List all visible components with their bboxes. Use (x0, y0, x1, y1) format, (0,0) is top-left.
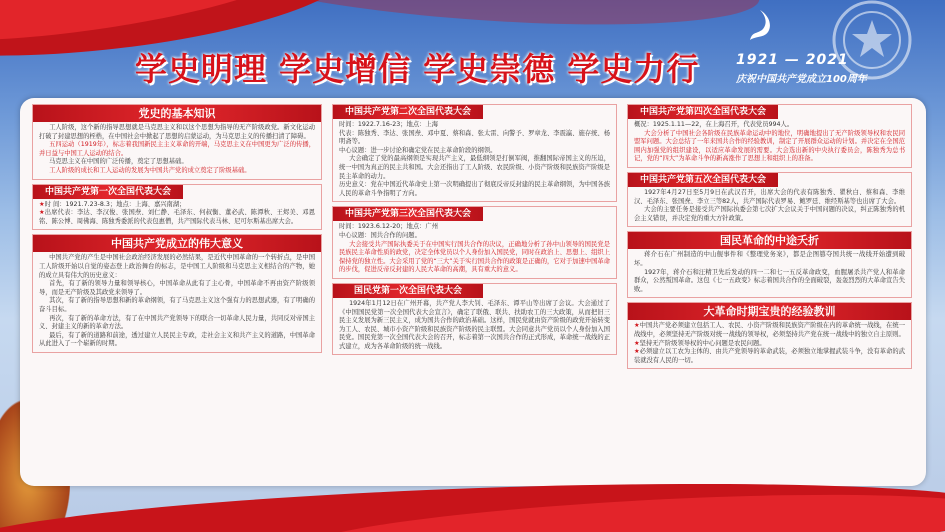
congress-topic: 中心议题：进一步讨论和确定党在民主革命阶段的纲领。 (339, 146, 497, 154)
section-body (333, 298, 616, 355)
dove-icon (746, 6, 774, 44)
paragraph: 最后，有了新的道路和前途，透过建立人民民主专政，走社会主义和共产主义的道路，中国革命从此进入了一个崭新的时期。 (39, 331, 315, 348)
paragraph: 1924年1月12日在广州开幕，共产党人李大钊、毛泽东、谭平山等出席了会议。大会通过了《中国国民党第一次全国代表大会宣言》，确定了联俄、联共、扶助农工的三大政策，从而把旧三民主义发展为新三民主义，成为国共合作的政治基础。这样，国民党就由资产阶级的政党开始转变为工人、农民、城市小资产阶级和民族资产阶级的民主联盟。大会同意共产党员以个人身份加入国民党。国民党第一次全国代表大会的召开，标志着第一次国共合作的正式形成，革命统一战线的正式建立，成为各革命阶级的统一战线。 (339, 299, 610, 350)
section-founding-significance (32, 234, 322, 353)
paragraph: 大会确定了党的最高纲领是实现共产主义，最低纲领是打倒军阀，推翻国际帝国主义的压迫，统一中国为真正的民主共和国。大会还指出了工人阶级、农民阶级、小资产阶级和民族资产阶级是民主革命的动力。 (339, 155, 610, 180)
paragraph: 概况：1925.1.11—22，在上海召开，代表党员994人。 (634, 121, 794, 128)
anniversary-years: 1921 — 2021 (736, 52, 849, 68)
paragraph: 大会的主要任务是接受共产国际执委会第七次扩大会议关于中国问题的决议，纠正陈独秀的机会主义错误，并决定党的重大方针政策。 (634, 206, 905, 222)
paragraph: 历史意义：党在中国近代革命史上第一次明确提出了彻底反帝反封建的民主革命纲领，为中国各族人民的革命斗争指明了方向。 (339, 181, 610, 197)
section-title: 党史的基本知识 (33, 105, 321, 122)
section-body (33, 122, 321, 179)
section-body (628, 320, 911, 368)
paragraph: 工人阶级，这个新的指导思想就是马克思主义和以这个思想为指导的无产阶级政党。新文化运动打破了封建思想的桎梏，在中国社会中掀起了思想的启蒙运动，为马克思主义的传播扫清了障碍。 (39, 124, 315, 140)
list-item (634, 348, 905, 365)
section-body (628, 187, 911, 226)
lesson-text: 必须建立以工农为主体的、由共产党领导的革命武装，必须独立地掌握武装斗争，没有革命的武装就没有人民的一切。 (634, 348, 905, 364)
section-title: 中国共产党第一次全国代表大会 (33, 185, 183, 199)
section-fifth-congress (627, 172, 912, 227)
paragraph: 大会接受共产国际执委关于在中国实行国共合作的决议，正确地分析了孙中山领导的国民党是民族民主革命性质的政党，决定全体党员以个人身份加入国民党，同时在政治上、思想上、组织上保持党的独立性。大会采用了党的“三大”关于实行国共合作的政策是正确的，它对于加速中国革命的步伐，促进反帝反封建的人民大革命的高潮，具有重大的意义。 (339, 240, 610, 274)
paragraph: 五四运动（1919年），标志着我国新民主主义革命的开端，马克思主义在中国更为广泛的传播，并日益与中国工人运动的结合。 (39, 141, 315, 157)
congress-time: 时间：1922.7.16-23；地点：上海 (339, 121, 439, 128)
lesson-text: 坚持无产阶级领导权的中心问题是农民问题。 (639, 339, 766, 347)
anniversary-badge (736, 52, 867, 85)
star-icon: ★ (634, 348, 640, 356)
paragraph: 1927年，蒋介石和汪精卫先后发动的四一二和七一五反革命政变，血腥屠杀共产党人和革命群众，公然叛国革命。这包《七一五政变》标志着国共合作的全面破裂，轰轰烈烈的大革命宣告失败。 (634, 268, 905, 293)
star-icon: ★ (39, 200, 45, 208)
section-title: 中国共产党成立的伟大意义 (33, 235, 321, 252)
paragraph: 马克思主义在中国的广泛传播，奠定了思想基础。 (49, 158, 188, 166)
paragraph: 中国共产党的产生是中国社会政治经济发展的必然结果，是近代中国革命的一个转折点，是中国工人阶级开始以自觉的姿态登上政治舞台的标志，是中国工人阶级和马克思主义相结合的产物，她的成立具有伟大的历史意义： (39, 254, 315, 279)
star-icon: ★ (39, 209, 45, 217)
section-body (333, 221, 616, 278)
list-item (634, 322, 905, 339)
section-second-congress (332, 104, 617, 202)
paragraph: 再次，有了新的革命方法，有了在中国共产党领导下的联合一切革命人民力量，共同反对帝国主义、封建主义的新的革命方法。 (39, 314, 315, 331)
section-body (333, 119, 616, 201)
section-title: 中国共产党第三次全国代表大会 (333, 207, 483, 221)
section-title: 中国共产党第五次全国代表大会 (628, 173, 778, 187)
column-left (32, 104, 322, 357)
section-body (33, 252, 321, 352)
paragraph: 1927年4月27日至5月9日在武汉召开，出席大会的代表有陈独秀、瞿秋白、蔡和森、李维汉、毛泽东、张国焘、李立三等82人，共产国际代表罗易、鲍罗廷、维经斯基等也出席了大会。 (634, 188, 905, 205)
congress-topic: 中心议题：国共合作的问题。 (339, 231, 421, 239)
congress-attendees: 出席代表：李达、李汉俊、张国焘、刘仁静、毛泽东、何叔衡、董必武、陈潭秋、王烬美、邓恩铭、陈公博、周佛海、陈独秀委派的代表包惠僧，共产国际代表马林、尼可尔斯基出席大会。 (39, 209, 316, 225)
anniversary-text: 庆祝中国共产党成立100周年 (736, 74, 867, 85)
section-title: 国民党第一次全国代表大会 (333, 284, 483, 298)
section-basic-knowledge (32, 104, 322, 180)
congress-time: 时 间：1921.7.23-8.3；地点：上海、嘉兴南湖； (44, 200, 186, 208)
section-title: 大革命时期宝贵的经验教训 (628, 303, 911, 320)
section-body (628, 249, 911, 297)
star-icon: ★ (634, 322, 640, 330)
bottom-ribbon (0, 470, 945, 532)
paragraph: 大会分析了中国社会各阶级在民族革命运动中的地位，明确地提出了无产阶级领导权和农民同盟军问题。大会总结了一年来国共合作的经验教训，制定了开展群众运动的计划。并决定在全国范围内加强党的组织建设，以适应革命发展的需要。大会选出新的中央执行委员会，陈独秀为总书记，党的“四大”为革命斗争的新高涨作了思想上和组织上的准备。 (634, 129, 905, 163)
section-title: 国民革命的中途夭折 (628, 232, 911, 249)
section-fourth-congress (627, 104, 912, 168)
star-icon: ★ (634, 339, 640, 347)
column-right (627, 104, 912, 373)
page-title: 学史明理 学史增信 学史崇德 学史力行 (135, 50, 700, 88)
list-item (39, 209, 315, 226)
section-kmt-first-congress (332, 283, 617, 356)
section-title: 中国共产党第四次全国代表大会 (628, 105, 778, 119)
congress-attendees: 代表：陈独秀、李达、张国焘、邓中夏、蔡和森、张太雷、向警予、罗章龙、李震瀛、施存统、杨明斋等。 (339, 129, 610, 146)
section-first-congress (32, 184, 322, 231)
section-body (33, 199, 321, 230)
paragraph: 首先，有了新的领导力量和领导核心，中国革命从此有了主心骨，中国革命不再由资产阶级领导，而是无产阶级及其政党来领导了。 (39, 280, 315, 296)
paragraph: 蒋介石在广州制造的中山舰事件和《整理党务案》，都是企图篡夺国共统一战线开始遭到破坏。 (634, 251, 905, 267)
section-body (628, 119, 911, 167)
congress-time: 时间：1923.6.12-20；地点：广州 (339, 223, 439, 231)
section-third-congress (332, 206, 617, 279)
column-middle (332, 104, 617, 359)
list-item (634, 340, 905, 349)
section-lessons (627, 302, 912, 369)
paragraph: 工人阶级的成长和工人运动的发展为中国共产党的成立奠定了阶级基础。 (49, 166, 251, 174)
section-revolution-aborted (627, 231, 912, 298)
section-title: 中国共产党第二次全国代表大会 (333, 105, 483, 119)
list-item (39, 201, 315, 210)
lesson-text: 中国共产党必须建立包括工人、农民、小资产阶级和民族资产阶级在内的革命统一战线，在统一战线中，必须坚持无产阶级对统一战线的领导权，必须坚持共产党在统一战线中的独立自主原则。 (634, 322, 905, 338)
paragraph: 其次，有了新的指导思想和新的革命纲领，有了马克思主义这个强有力的思想武器，有了明确的奋斗目标。 (39, 297, 315, 313)
